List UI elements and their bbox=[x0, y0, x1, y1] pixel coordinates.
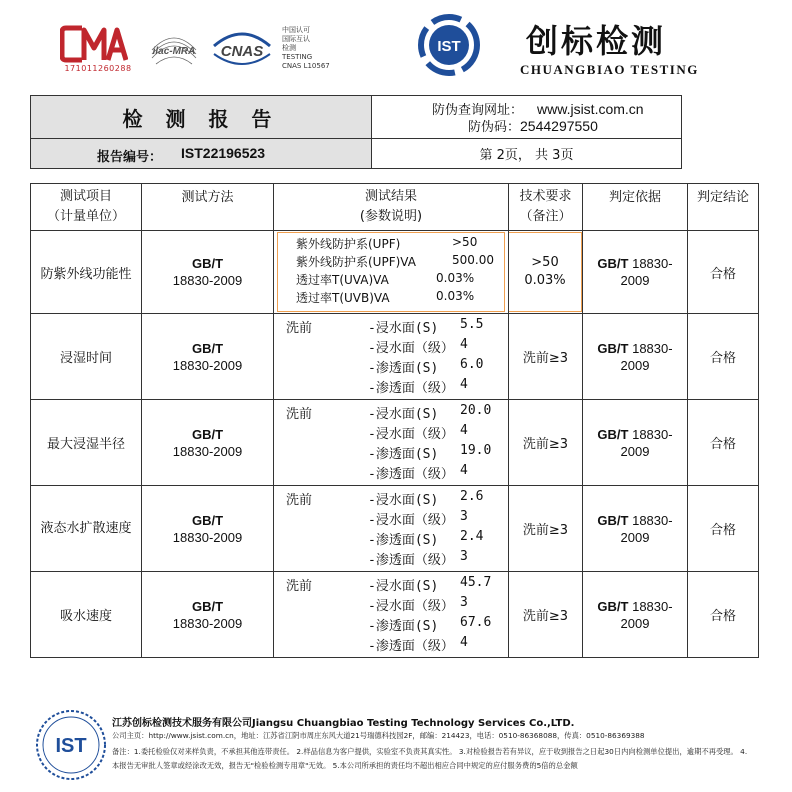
report-title: 检 测 报 告 bbox=[31, 96, 372, 139]
result-value: 45.7 bbox=[460, 574, 492, 590]
cnas-line: 检测 bbox=[282, 44, 296, 52]
conclusion: 合格 bbox=[688, 400, 759, 486]
result-value: 3 bbox=[460, 594, 468, 610]
footer-note-line-1: 备注：1.委托检验仅对来样负责，不承担其他连带责任。 2.样品信息为客户提供，实验室不负责其真实性。 3.对检验报告若有异议，应于收到报告之日起30日内向检测单位提出，逾期不再受理。 4. bbox=[112, 747, 748, 756]
result-label: -浸水面(S) bbox=[368, 578, 439, 594]
company-contact: 公司主页：http://www.jsist.com.cn，地址：江苏省江阴市周庄东风大道21号瑞德科技园2F，邮编：214423，电话：0510-86368088，传真：0510-86369388 bbox=[112, 731, 645, 740]
verify-url[interactable]: www.jsist.com.cn bbox=[537, 101, 644, 117]
report-number-label: 报告编号： bbox=[97, 150, 163, 165]
result-value: 0.03% bbox=[436, 289, 475, 303]
report-header bbox=[30, 95, 682, 169]
tech-requirement: 洗前≥3 bbox=[509, 400, 583, 486]
result-label: 透过率T(UVB)VA bbox=[296, 291, 390, 305]
result-label: -浸水面（级） bbox=[368, 598, 454, 614]
company-name: 江苏创标检测技术服务有限公司Jiangsu Chuangbiao Testing Technology Services Co.,LTD. bbox=[112, 718, 575, 729]
anti-fake-code: 2544297550 bbox=[520, 118, 598, 134]
test-result bbox=[274, 486, 509, 572]
result-label: -渗透面（级） bbox=[368, 466, 454, 482]
judgement-basis: GB/T 18830- 2009 bbox=[583, 314, 688, 400]
cnas-line: CNAS L10567 bbox=[282, 62, 330, 70]
ist-logo bbox=[416, 14, 482, 76]
table-row bbox=[31, 572, 759, 658]
test-method: GB/T 18830-2009 bbox=[142, 572, 274, 658]
cma-logo bbox=[60, 24, 128, 64]
item-name: 液态水扩散速度 bbox=[31, 486, 142, 572]
item-name: 防紫外线功能性 bbox=[31, 231, 142, 314]
svg-text:ilac-MRA: ilac-MRA bbox=[152, 46, 196, 57]
item-name: 最大浸湿半径 bbox=[31, 400, 142, 486]
result-value: 2.4 bbox=[460, 528, 484, 544]
result-value: 4 bbox=[460, 422, 468, 438]
result-prefix: 洗前 bbox=[286, 406, 313, 422]
svg-text:IST: IST bbox=[55, 735, 87, 757]
result-value: 0.03% bbox=[436, 271, 475, 285]
svg-text:CNAS: CNAS bbox=[220, 43, 264, 60]
judgement-basis: GB/T 18830- 2009 bbox=[583, 231, 688, 314]
header-conclusion: 判定结论 bbox=[688, 184, 759, 231]
page-info: 第 2页， 共 3页 bbox=[479, 148, 574, 163]
table-header-row bbox=[31, 184, 759, 231]
anti-fake-code-label: 防伪码： bbox=[468, 120, 521, 135]
brand-name-en: CHUANGBIAO TESTING bbox=[520, 62, 699, 77]
test-method: GB/T 18830-2009 bbox=[142, 486, 274, 572]
result-prefix: 洗前 bbox=[286, 320, 313, 336]
brand-name-cn: 创标检测 bbox=[526, 22, 667, 60]
result-label: -渗透面(S) bbox=[368, 446, 439, 462]
result-value: 20.0 bbox=[460, 402, 492, 418]
verification-info bbox=[372, 96, 681, 139]
report-number: IST22196523 bbox=[181, 145, 266, 161]
tech-requirement: 洗前≥3 bbox=[509, 572, 583, 658]
cnas-logo bbox=[210, 26, 274, 70]
result-label: -浸水面(S) bbox=[368, 320, 439, 336]
cnas-line: TESTING bbox=[282, 53, 313, 61]
result-label: 紫外线防护系(UPF)VA bbox=[296, 255, 416, 269]
table-row bbox=[31, 486, 759, 572]
item-name: 吸水速度 bbox=[31, 572, 142, 658]
result-label: -浸水面（级） bbox=[368, 426, 454, 442]
result-value: 2.6 bbox=[460, 488, 484, 504]
table-row bbox=[31, 314, 759, 400]
result-label: -渗透面（级） bbox=[368, 552, 454, 568]
test-result bbox=[274, 314, 509, 400]
result-label: -浸水面（级） bbox=[368, 512, 454, 528]
conclusion: 合格 bbox=[688, 572, 759, 658]
table-row bbox=[31, 400, 759, 486]
header-item: 测试项目 （计量单位） bbox=[31, 184, 142, 231]
result-prefix: 洗前 bbox=[286, 578, 313, 594]
verify-url-label: 防伪查询网址： bbox=[432, 103, 524, 118]
result-label: 紫外线防护系(UPF) bbox=[296, 237, 401, 251]
header-basis: 判定依据 bbox=[583, 184, 688, 231]
footer-note-line-2: 本报告无审批人签章或经涂改无效，报告无"检验检测专用章"无效。 5.本公司所承担的责任均不超出相应合同中规定的应付服务费的5倍的总金额 bbox=[112, 761, 578, 770]
test-result bbox=[274, 400, 509, 486]
company-seal bbox=[34, 708, 108, 782]
result-label: -渗透面（级） bbox=[368, 380, 454, 396]
report-number-cell bbox=[31, 139, 372, 168]
result-value: 4 bbox=[460, 336, 468, 352]
judgement-basis: GB/T 18830- 2009 bbox=[583, 572, 688, 658]
result-value: 3 bbox=[460, 508, 468, 524]
test-results-table bbox=[30, 183, 759, 658]
test-result bbox=[274, 231, 509, 314]
conclusion: 合格 bbox=[688, 486, 759, 572]
result-label: -渗透面(S) bbox=[368, 360, 439, 376]
judgement-basis: GB/T 18830- 2009 bbox=[583, 486, 688, 572]
test-method: GB/T 18830-2009 bbox=[142, 400, 274, 486]
tech-requirement: >50 0.03% bbox=[509, 231, 583, 314]
result-value: 5.5 bbox=[460, 316, 484, 332]
judgement-basis: GB/T 18830- 2009 bbox=[583, 400, 688, 486]
svg-text:IST: IST bbox=[437, 38, 461, 55]
tech-requirement: 洗前≥3 bbox=[509, 486, 583, 572]
cnas-line: 国际互认 bbox=[282, 35, 310, 43]
result-value: 6.0 bbox=[460, 356, 484, 372]
result-label: -浸水面(S) bbox=[368, 406, 439, 422]
result-value: 4 bbox=[460, 376, 468, 392]
test-result bbox=[274, 572, 509, 658]
result-label: -渗透面(S) bbox=[368, 618, 439, 634]
result-value: >50 bbox=[452, 235, 478, 249]
cnas-accreditation-text bbox=[282, 26, 330, 71]
result-value: 4 bbox=[460, 462, 468, 478]
test-method: GB/T 18830-2009 bbox=[142, 314, 274, 400]
result-value: 67.6 bbox=[460, 614, 492, 630]
result-prefix: 洗前 bbox=[286, 492, 313, 508]
header-result: 测试结果 (参数说明) bbox=[274, 184, 509, 231]
result-label: -浸水面（级） bbox=[368, 340, 454, 356]
ilac-mra-logo bbox=[148, 24, 200, 76]
conclusion: 合格 bbox=[688, 314, 759, 400]
result-label: -渗透面（级） bbox=[368, 638, 454, 654]
result-label: -浸水面(S) bbox=[368, 492, 439, 508]
result-value: 19.0 bbox=[460, 442, 492, 458]
test-method: GB/T 18830-2009 bbox=[142, 231, 274, 314]
result-value: 500.00 bbox=[452, 253, 494, 267]
result-label: -渗透面(S) bbox=[368, 532, 439, 548]
header-requirement: 技术要求 （备注） bbox=[509, 184, 583, 231]
result-value: 4 bbox=[460, 634, 468, 650]
result-label: 透过率T(UVA)VA bbox=[296, 273, 389, 287]
table-row bbox=[31, 231, 759, 314]
item-name: 浸湿时间 bbox=[31, 314, 142, 400]
header-method: 测试方法 bbox=[142, 184, 274, 231]
result-value: 3 bbox=[460, 548, 468, 564]
cma-number: 171011260288 bbox=[64, 64, 132, 73]
tech-requirement: 洗前≥3 bbox=[509, 314, 583, 400]
conclusion: 合格 bbox=[688, 231, 759, 314]
cnas-line: 中国认可 bbox=[282, 26, 310, 34]
